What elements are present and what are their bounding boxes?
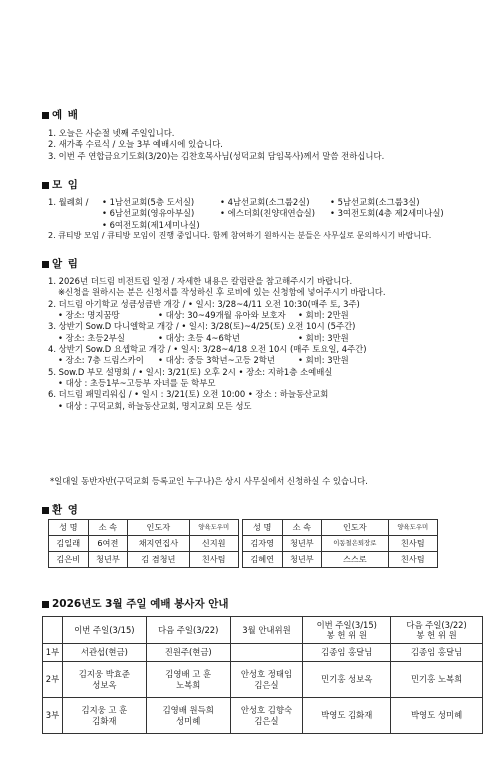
section-title-welcome: 환 영 [42,503,79,517]
table-row: 김일래 6여전 채지연집사 신지원 김자영 청년부 이동철은퇴장로 친사팀 [49,536,438,552]
square-bullet-icon [42,261,49,268]
notice-sub: • 대상 : 구덕교회, 하늘동산교회, 명지교회 모든 성도 [58,400,252,411]
notice-item: 2. 더드림 아기학교 성큼성큼반 개강 / • 일시: 3/28~4/11 오전 10:30(매주 토, 3주) [48,298,360,309]
notice-sub: • 장소: 초등2부실 • 대상: 초등 4~6학년 • 회비: 3만원 [58,332,349,343]
table-row: 2부 김지웅 박효준 성보옥 김영배 고 훈 노복희 안성호 정태임 김은실 민기홍 성보옥 민기홍 노복희 [43,662,483,698]
servers-table [42,616,483,734]
table-row: 김은비 청년부 김 겸청년 친사팀 김혜연 청년부 스스로 친사팀 [49,552,438,568]
notice-item: ※신청을 원하시는 분은 신청서를 작성하신 후 로비에 있는 신청함에 넣어주시기 바랍니다. [58,287,386,298]
notices-list [48,276,478,412]
worship-list [48,128,478,162]
square-bullet-icon [42,182,49,189]
square-bullet-icon [42,601,49,608]
notice-sub: • 대상 : 초등1부~고등부 자녀를 둔 학부모 [58,378,216,389]
table-row: 3부 김지웅 고 훈 김화재 김영배 원득희 성미혜 안성호 김향숙 김은실 박영도 김화재 박영도 성미혜 [43,698,483,734]
meetings-item: 2. 큐티방 모임 / 큐티방 모임이 진행 중입니다. 함께 참여하기 원하시는 분들은 사무실로 문의하시기 바랍니다. [48,231,432,241]
section-title-meetings: 모 임 [42,178,79,192]
meetings-row: • 6여전도회(제1세미나실) [102,219,200,230]
notice-item: 1. 2026년 더드림 비전트립 일정 / 자세한 내용은 칼럼란을 참고해주시기 바랍니다. [48,276,353,286]
meetings-list [48,197,478,242]
table-header-row: 이번 주일(3/15) 다음 주일(3/22) 3월 안내위원 이번 주일(3/15) 봉 헌 위 원 다음 주일(3/22) 봉 헌 위 원 [43,617,483,644]
section-title-notices: 알 림 [42,257,79,271]
square-bullet-icon [42,112,49,119]
section-title-servers: 2026년도 3월 주일 예배 봉사자 안내 [42,597,229,611]
notice-item: 4. 상반기 Sow.D 요셉학교 개강 / • 일시: 3/28~4/18 오전 10시 (매주 토요일, 4주간) [48,344,367,355]
notice-sub: • 장소: 명지꿈땅 • 대상: 30~49개월 유아와 보호자 • 회비: 2만원 [58,310,349,321]
worship-item: 3. 이번 주 연합금요기도회(3/20)는 김찬호목사님(성덕교회 담임목사)께서 말씀 전하십니다. [48,150,385,161]
notice-sub: • 장소: 7층 드림스카이 • 대상: 중등 3학년~고등 2학년 • 회비: 3만원 [58,355,349,366]
meetings-row: • 6남선교회(영유아부실) • 에스더회(친양대연습실) • 3여전도회(4층 제2세미나실) [102,208,444,219]
table-header-row: 성 명 소 속 인도자 양육도우미 성 명 소 속 인도자 양육도우미 [49,520,438,536]
partner-note: *일대일 동반자반(구덕교회 등록교인 누구나)은 상시 사무실에서 신청하실 수 있습니다. [50,476,368,486]
notice-item: 6. 더드림 패밀리워십 / • 일시 : 3/21(토) 오전 10:00 • 장소 : 하늘동산교회 [48,389,329,400]
notice-item: 5. Sow.D 부모 설명회 / • 일시: 3/21(토) 오후 2시 • 장소: 지하1층 소예배실 [48,366,333,377]
table-row: 1부 서관섭(현금) 진원주(현금) 김종임 홍달님 김종임 홍달님 [43,644,483,662]
worship-item: 2. 새가족 수료식 / 오늘 3부 예배시에 있습니다. [48,139,223,150]
square-bullet-icon [42,507,49,514]
section-title-worship: 예 배 [42,108,79,122]
notice-item: 3. 상반기 Sow.D 다니엘학교 개강 / • 일시: 3/28(토)~4/25(토) 오전 10시 (5주간) [48,321,356,332]
worship-item: 1. 오늘은 사순절 넷째 주일입니다. [48,128,175,138]
welcome-table [48,519,438,568]
meetings-row: 1. 월례회 / • 1남선교회(5층 도서실) • 4남선교회(소그룹2실) • 5남선교회(소그룹3실) [48,197,420,207]
